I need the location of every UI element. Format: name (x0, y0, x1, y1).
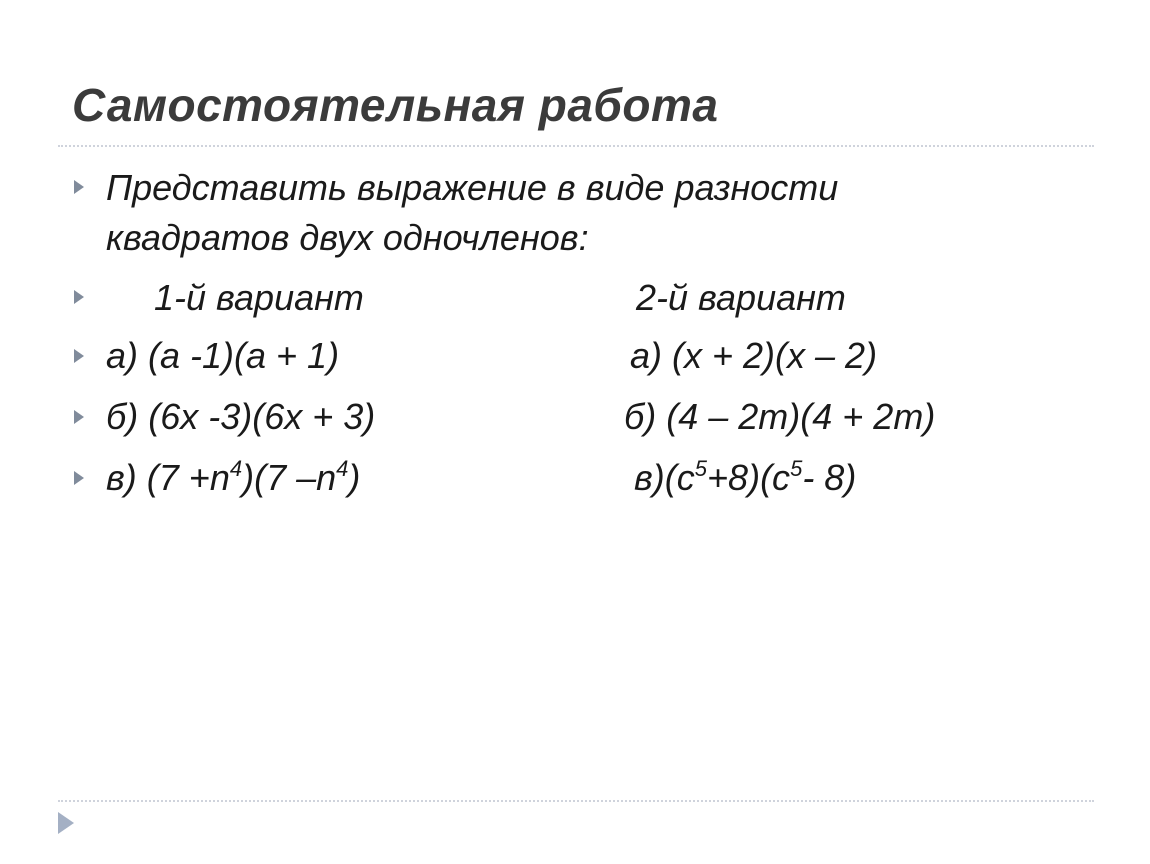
exponent: 4 (336, 456, 349, 481)
exponent: 4 (229, 456, 243, 481)
task-a-variant-1: а) (a -1)(a + 1) (106, 335, 340, 376)
instruction-line-2: квадратов двух одночленов: (106, 217, 589, 258)
exponent: 5 (790, 456, 803, 481)
corner-triangle-icon (58, 812, 74, 834)
bullet-arrow-icon (74, 471, 84, 485)
bullet-arrow-icon (74, 180, 84, 194)
instruction-line-1: Представить выражение в виде разности (106, 167, 839, 208)
task-a-variant-2: а) (x + 2)(x – 2) (630, 335, 878, 376)
task-c-variant-2 (634, 453, 856, 503)
task-c-v1-part: )(7 –n (242, 457, 337, 498)
variant-2-label: 2-й вариант (636, 277, 846, 318)
task-c-v2-part: +8)(c (707, 457, 791, 498)
variant-1-label: 1-й вариант (154, 277, 364, 318)
footer-divider (58, 800, 1094, 802)
task-c-variant-1 (106, 453, 360, 503)
bullet-arrow-icon (74, 349, 84, 363)
task-c-v1-part: в) (7 +n (106, 457, 230, 498)
slide-title: Самостоятельная работа (72, 79, 719, 131)
bullet-arrow-icon (74, 290, 84, 304)
task-b-variant-2: б) (4 – 2m)(4 + 2m) (624, 396, 936, 437)
bullet-arrow-icon (74, 410, 84, 424)
title-divider (58, 145, 1094, 147)
task-c-v1-part: ) (348, 457, 361, 498)
task-b-variant-1: б) (6x -3)(6x + 3) (106, 396, 376, 437)
task-c-v2-part: - 8) (802, 457, 857, 498)
exponent: 5 (694, 456, 708, 481)
task-c-v2-part: в)(c (634, 457, 695, 498)
